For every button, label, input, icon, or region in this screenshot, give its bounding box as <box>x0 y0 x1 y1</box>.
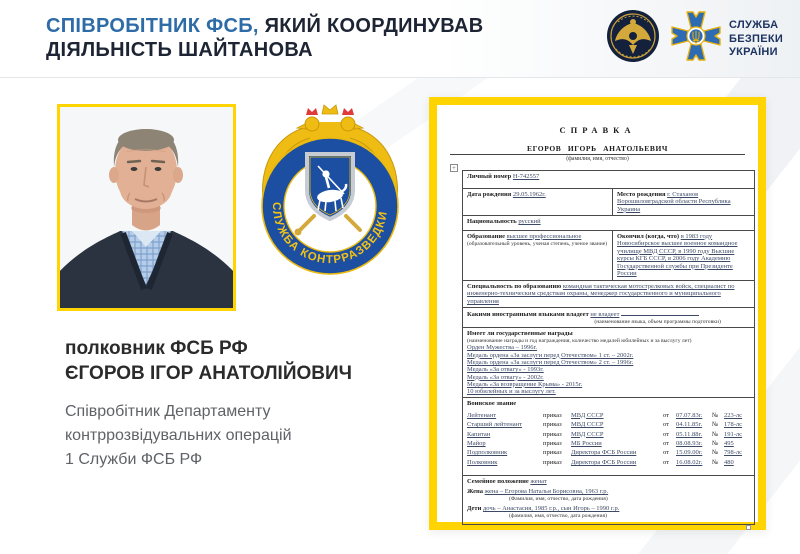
wife-caption: (Фамилия, имя, отчество, дата рождения) <box>509 495 608 502</box>
sbu-wordmark-line1: СЛУЖБА <box>729 19 779 31</box>
subject-rank: полковник ФСБ РФ <box>65 338 248 359</box>
children-line <box>467 505 750 513</box>
rank-date: 16.08.02г. <box>676 458 703 466</box>
subject-rank-name <box>65 336 352 386</box>
nationality-value: русский <box>518 218 541 226</box>
number-sign: № <box>712 411 719 419</box>
children-label: Дети <box>467 505 482 513</box>
rank-authority: Директора ФСБ России <box>571 449 637 457</box>
graduated-value: в 1983 году Новосибирское высшее военное командное училище МВД СССР, в 1990 году Высшие курсы КГБ СССР, в 2006 году Академию Государственной службы при Президенте России <box>617 232 738 278</box>
sbu-wordmark-line2: БЕЗПЕКИ <box>729 32 784 45</box>
rank-name: Лейтенант <box>467 411 497 419</box>
rank-authority: МВД СССР <box>571 421 604 429</box>
from-word: от <box>663 430 670 438</box>
specialty-label: Специальность по образованию <box>467 282 562 290</box>
name-underline <box>450 154 745 155</box>
counterintelligence-emblem-icon <box>250 102 410 284</box>
document-title: СПРАВКА <box>559 125 636 135</box>
education-label: Образование <box>467 232 505 240</box>
rank-date: 08.08.93г. <box>676 440 703 448</box>
number-sign: № <box>712 440 719 448</box>
row-family <box>463 475 755 525</box>
order-word: приказ <box>543 421 562 429</box>
number-sign: № <box>712 458 719 466</box>
row-specialty <box>463 280 755 308</box>
languages-caption: (наименование языка, объем программы подготовки) <box>594 318 721 325</box>
specialty-value: командная тактическая мотострелковых войск, специалист по инженерно-техническим средствам охраны, менеджер государственного и муниципального управления <box>467 282 735 305</box>
wife-value: жена – Егорова Наталья Борисовна, 1963 г.р. <box>484 488 609 496</box>
subject-description-line1: Співробітник Департаменту <box>65 403 271 420</box>
rank-date: 05.11.88г. <box>676 430 703 438</box>
awards-label: Имеет ли государственные награды <box>467 330 573 338</box>
number-sign: № <box>712 449 719 457</box>
row-personal-number <box>463 171 755 189</box>
document-subject-name: ЕГОРОВ ИГОРЬ АНАТОЛЬЕВИЧ <box>527 144 668 153</box>
rank-row <box>467 422 750 429</box>
page-title-line1 <box>46 14 484 38</box>
subject-description <box>65 400 292 472</box>
birth-date-value: 29.05.1962г. <box>512 190 546 198</box>
order-word: приказ <box>543 458 562 466</box>
portrait-illustration <box>60 107 233 308</box>
header-banner <box>0 0 800 78</box>
order-word: приказ <box>543 449 562 457</box>
rank-authority: МВД СССР <box>571 411 604 419</box>
rank-order-number: 178-лс <box>724 421 743 429</box>
rank-authority: МВД СССР <box>571 430 604 438</box>
award-item: 10 юбилейных и за выслугу лет. <box>467 388 556 396</box>
award-item: Медаль «За отвагу» - 1993г. <box>467 366 544 374</box>
rank-order-number: 191-лс <box>724 430 743 438</box>
rank-order-number: 480 <box>724 458 734 466</box>
rank-row <box>467 460 750 467</box>
rank-authority: МБ России <box>571 440 602 448</box>
birth-place-label: Место рождения <box>617 190 666 198</box>
rank-date: 04.11.85г. <box>676 421 703 429</box>
rank-name: Полковник <box>467 458 498 466</box>
rank-authority: Директора ФСБ России <box>571 458 637 466</box>
wife-label: Жена <box>467 488 483 496</box>
sbu-wordmark <box>729 19 783 60</box>
sbu-wordmark-line3: УКРАЇНИ <box>729 46 778 58</box>
page-title-highlight: СПІВРОБІТНИК ФСБ, <box>46 15 259 37</box>
award-item: Орден Мужества – 1996г. <box>467 344 538 352</box>
nationality-label: Национальность <box>467 218 517 226</box>
awards-list <box>467 344 750 395</box>
rank-row <box>467 413 750 420</box>
languages-label: Какими иностранными языками владеет <box>467 311 589 319</box>
number-sign: № <box>712 421 719 429</box>
rank-date: 07.07.83г. <box>676 411 703 419</box>
dossier-page <box>437 105 758 522</box>
personal-number-label: Личный номер <box>467 173 512 180</box>
document-form <box>452 164 745 525</box>
award-item: Медаль ордена «За заслуги перед Отечеством» 2 ст. – 1996г. <box>467 359 634 366</box>
wife-line <box>467 488 750 496</box>
row-nationality <box>463 216 755 231</box>
languages-value: не владеет <box>590 311 620 319</box>
page-title-line2: ДІЯЛЬНІСТЬ ШАЙТАНОВА <box>46 39 313 61</box>
row-education <box>463 230 755 280</box>
page-title-rest: ЯКИЙ КООРДИНУВАВ <box>258 15 484 37</box>
table-move-handle-icon: + <box>450 164 458 172</box>
sbu-emblem-icon <box>670 10 722 62</box>
order-word: приказ <box>543 430 562 438</box>
award-item: Медаль «За возвращение Крыма» - 2015г. <box>467 380 583 388</box>
row-birth <box>463 188 755 216</box>
subject-name: ЄГОРОВ ІГОР АНАТОЛІЙОВИЧ <box>65 363 352 384</box>
order-word: приказ <box>543 440 562 448</box>
children-caption: (фамилия, имя, отчество, дата рождения) <box>509 512 607 519</box>
from-word: от <box>663 458 670 466</box>
birth-date-label: Дата рождения <box>467 190 512 198</box>
number-sign: № <box>712 430 719 438</box>
family-label: Семейное положение <box>467 477 529 485</box>
table-resize-handle-icon <box>746 525 751 530</box>
ranks-label: Воинское звание <box>467 400 517 408</box>
subject-description-line2: контррозвідувальних операцій <box>65 427 292 444</box>
education-value: высшее профессиональное <box>506 232 582 240</box>
graduated-label: Окончил (когда, что) <box>617 232 680 240</box>
award-item: Медаль «За отвагу» - 2002г. <box>467 373 544 381</box>
dossier-document <box>429 97 766 530</box>
rank-name: Майор <box>467 440 486 448</box>
rank-row <box>467 450 750 457</box>
rank-order-number: 798-лс <box>724 449 743 457</box>
rank-order-number: 495 <box>724 440 734 448</box>
portrait-photo <box>57 104 236 311</box>
languages-blank-line <box>621 310 699 316</box>
from-word: от <box>663 440 670 448</box>
rank-name: Подполковник <box>467 449 508 457</box>
from-word: от <box>663 411 670 419</box>
rank-date: 15.09.00г. <box>676 449 703 457</box>
birth-place-value: г. Стаханов Ворошиловградской области Республика Украина <box>617 190 731 213</box>
rank-name: Старший лейтенант <box>467 421 522 429</box>
rank-row <box>467 432 750 439</box>
row-awards <box>463 328 755 398</box>
awards-caption: (наименование награды и год награждения, количество медалей юбилейных и за выслугу лет) <box>467 337 692 344</box>
order-word: приказ <box>543 411 562 419</box>
name-caption: (фамилия, имя, отчество) <box>566 156 629 162</box>
from-word: от <box>663 421 670 429</box>
fsb-round-emblem-icon <box>606 9 660 63</box>
personal-number-value: Н-742557 <box>512 173 540 180</box>
education-caption: (образовательный уровень, ученая степень, ученое звание) <box>467 241 608 248</box>
family-status: женат <box>530 477 547 485</box>
award-item: Медаль ордена «За заслуги перед Отечеством» 1 ст. – 2002г. <box>467 351 634 359</box>
form-table <box>462 170 755 525</box>
from-word: от <box>663 449 670 457</box>
row-ranks <box>463 398 755 475</box>
emblem-ribbon-text: СЛУЖБА КОНТРРАЗВЕДКИ <box>269 201 390 267</box>
page-title <box>46 14 484 62</box>
children-value: дочь – Анастасия, 1985 г.р., сын Игорь – 1990 г.р. <box>483 505 620 513</box>
subject-description-line3: 1 Служби ФСБ РФ <box>65 451 203 468</box>
row-languages <box>463 308 755 328</box>
rank-name: Капитан <box>467 430 491 438</box>
rank-row <box>467 441 750 448</box>
rank-order-number: 223-лс <box>724 411 743 419</box>
